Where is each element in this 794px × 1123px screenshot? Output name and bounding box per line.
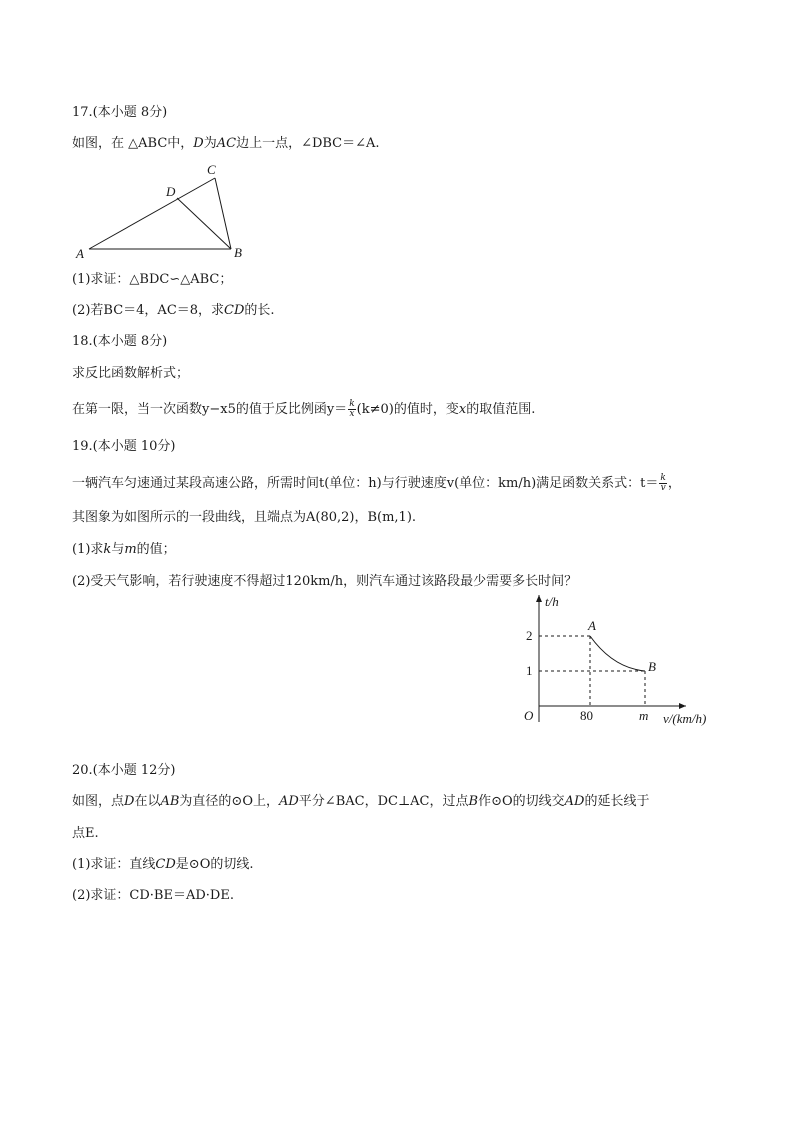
q20-line1-b-point: B xyxy=(468,794,479,809)
q19-part1-k: k xyxy=(103,542,112,557)
origin-label: O xyxy=(524,708,534,723)
q17-stem-c: 边上一点，∠DBC＝∠A. xyxy=(236,136,380,151)
q19-graph xyxy=(508,590,728,735)
side-CB xyxy=(215,178,231,249)
q17-part1: (1)求证：△BDC∽△ABC； xyxy=(72,272,233,287)
q20-line1 xyxy=(72,794,649,810)
q20-part1 xyxy=(72,857,253,873)
q17-header: 17.(本小题 8分) xyxy=(72,105,168,120)
point-B-label: B xyxy=(648,659,656,674)
q20-line1-ab: AB xyxy=(160,794,180,809)
label-A: A xyxy=(76,246,84,261)
q17-stem-ac: AC xyxy=(216,136,237,151)
q18-frac-num: k xyxy=(349,399,355,409)
q19-line1 xyxy=(72,474,681,493)
q18-line2 xyxy=(72,400,535,419)
q18-line2-c: 的取值范围. xyxy=(466,402,536,417)
q17-stem-d: D xyxy=(193,136,204,151)
q19-part1 xyxy=(72,542,176,558)
q17-part2-cd: CD xyxy=(224,303,245,318)
q17-stem xyxy=(72,136,380,152)
side-AC xyxy=(89,178,215,249)
tick-y-2: 2 xyxy=(526,628,533,643)
curve-AB xyxy=(590,636,645,671)
point-A-label: A xyxy=(588,618,596,633)
q19-part1-m: m xyxy=(124,542,137,557)
x-axis-label: v/(km/h) xyxy=(663,711,707,726)
label-D: D xyxy=(166,184,176,199)
q19-part1-b: 与 xyxy=(111,542,125,557)
q17-part2 xyxy=(72,303,275,319)
segment-DB xyxy=(177,198,231,249)
q20-line1-d: D xyxy=(124,794,135,809)
q20-header: 20.(本小题 12分) xyxy=(72,763,176,778)
q20-line1-e: 作⊙O的切线交 xyxy=(478,794,565,809)
q18-header: 18.(本小题 8分) xyxy=(72,334,168,349)
q18-fraction xyxy=(348,400,355,419)
q17-stem-b: 为 xyxy=(203,136,217,151)
q18-frac-den: x xyxy=(349,409,355,419)
q20-line1-c: 为直径的⊙O上， xyxy=(179,794,279,809)
q17-stem-a: 如图，在 △ABC中， xyxy=(72,136,194,151)
y-axis-label: t/h xyxy=(545,594,559,609)
q17-triangle-figure xyxy=(70,158,260,266)
tick-y-1: 1 xyxy=(526,663,533,678)
q20-line1-a: 如图，点 xyxy=(72,794,125,809)
q20-line1-b: 在以 xyxy=(134,794,161,809)
q20-line1-d-text: 平分∠BAC，DC⊥AC，过点 xyxy=(298,794,469,809)
q19-header: 19.(本小题 10分) xyxy=(72,439,176,454)
q19-line1-a: 一辆汽车匀速通过某段高速公路，所需时间t(单位：h)与行驶速度v(单位：km/h)满足函数关系式：t＝ xyxy=(72,476,659,491)
q19-fraction xyxy=(659,474,666,493)
q19-line1-b: ， xyxy=(667,476,681,491)
q20-line1-ad2: AD xyxy=(564,794,585,809)
q20-line1-f: 的延长线于 xyxy=(584,794,650,809)
q18-line2-b: (k≠0)的值时，变 xyxy=(356,402,459,417)
q19-line2: 其图象为如图所示的一段曲线，且端点为A(80,2)，B(m,1). xyxy=(72,510,417,525)
label-C: C xyxy=(207,162,216,177)
q20-part1-a: (1)求证：直线 xyxy=(72,857,156,872)
q17-part2-b: 的长. xyxy=(244,303,275,318)
tick-x-m: m xyxy=(639,708,649,723)
q18-line2-a: 在第一限，当一次函数y−x5的值于反比例函y＝ xyxy=(72,402,348,417)
q20-part1-b: 是⊙O的切线. xyxy=(175,857,254,872)
q20-part2: (2)求证：CD·BE＝AD·DE. xyxy=(72,888,234,903)
q19-part2: (2)受天气影响，若行驶速度不得超过120km/h，则汽车通过该路段最少需要多长时间？ xyxy=(72,574,578,589)
q19-frac-num: k xyxy=(660,473,666,483)
q19-part1-c: 的值； xyxy=(136,542,176,557)
q20-part1-cd: CD xyxy=(155,857,176,872)
q20-line1-ad: AD xyxy=(278,794,299,809)
q18-line2-x: x xyxy=(458,402,467,417)
q17-part2-a: (2)若BC＝4，AC＝8，求 xyxy=(72,303,225,318)
q19-frac-den: v xyxy=(660,483,666,493)
q19-part1-a: (1)求 xyxy=(72,542,104,557)
q20-line2: 点E. xyxy=(72,826,99,841)
label-B: B xyxy=(234,245,242,260)
tick-x-80: 80 xyxy=(580,708,593,723)
q18-line1: 求反比函数解析式； xyxy=(72,366,190,381)
